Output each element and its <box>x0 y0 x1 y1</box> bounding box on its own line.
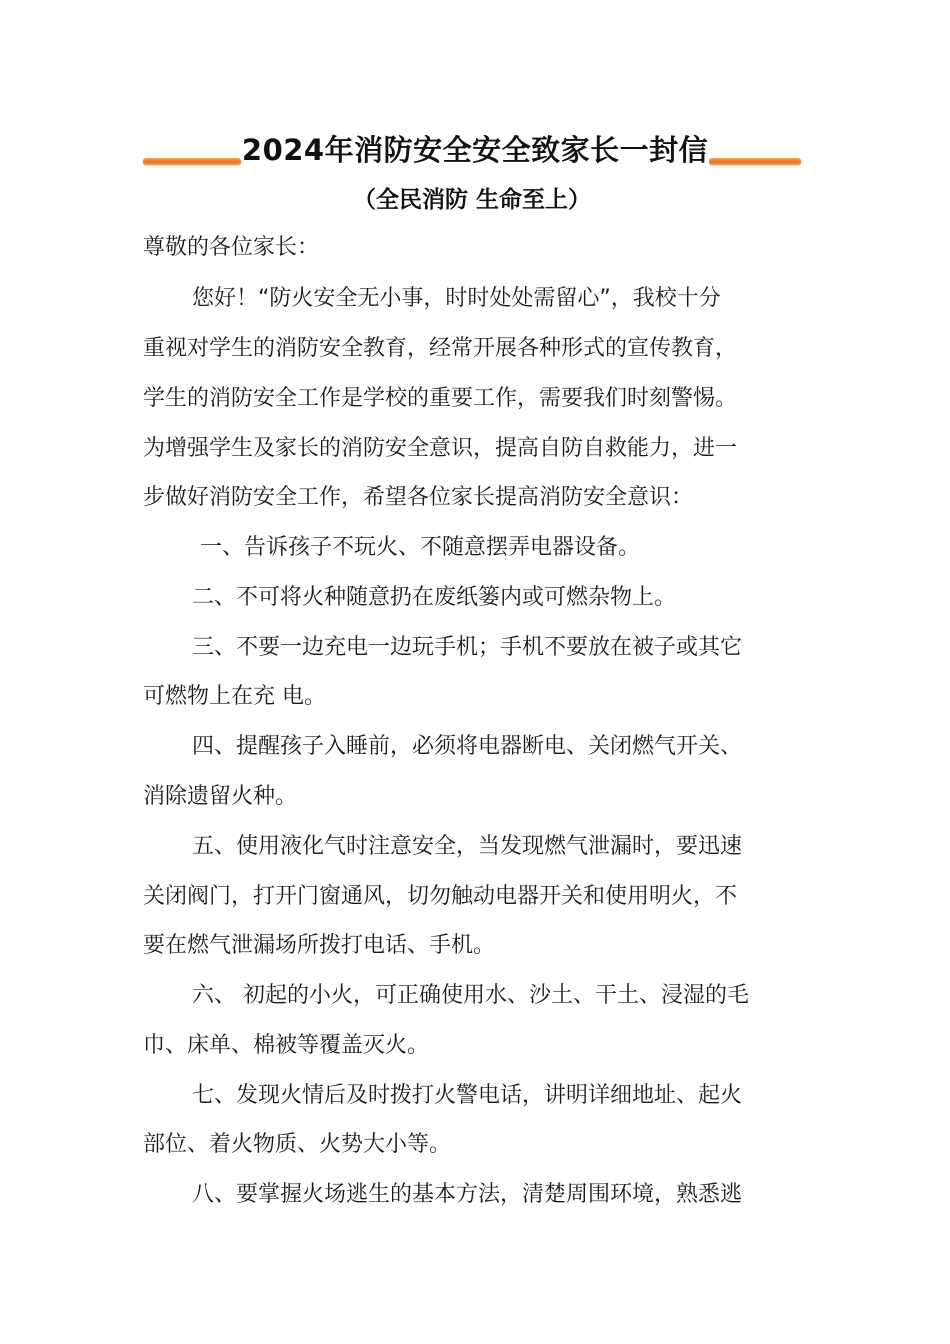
list-item-continuation: 巾、床单、棉被等覆盖灭火。 <box>143 1033 430 1058</box>
paragraph-line: 您好！“防火安全无小事，时时处处需留心”，我校十分 <box>192 286 721 311</box>
greeting: 尊敬的各位家长： <box>143 235 320 260</box>
list-item: 六、 初起的小火，可正确使用水、沙土、干土、浸湿的毛 <box>192 983 749 1008</box>
paragraph-line: 步做好消防安全工作，希望各位家长提高消防安全意识： <box>143 485 694 510</box>
paragraph-line: 学生的消防安全工作是学校的重要工作，需要我们时刻警惕。 <box>143 386 738 411</box>
list-item-continuation: 关闭阀门，打开门窗通风，切勿触动电器开关和使用明火，不 <box>143 884 738 909</box>
list-item-continuation: 消除遗留火种。 <box>143 784 298 809</box>
list-item: 二、不可将火种随意扔在废纸篓内或可燃杂物上。 <box>192 585 677 610</box>
paragraph-line: 重视对学生的消防安全教育，经常开展各种形式的宣传教育， <box>143 336 738 361</box>
page-subtitle: （全民消防 生命至上） <box>352 187 591 213</box>
title-decoration-left <box>143 158 241 165</box>
list-item: 一、告诉孩子不玩火、不随意摆弄电器设备。 <box>200 535 641 560</box>
list-item-continuation: 部位、着火物质、火势大小等。 <box>143 1132 452 1157</box>
list-item-continuation: 可燃物上在充 电。 <box>143 684 326 709</box>
title-decoration-right <box>709 158 801 165</box>
list-item: 四、提醒孩子入睡前，必须将电器断电、关闭燃气开关、 <box>192 734 743 759</box>
list-item: 八、要掌握火场逃生的基本方法，清楚周围环境，熟悉逃 <box>192 1182 743 1207</box>
list-item: 三、不要一边充电一边玩手机；手机不要放在被子或其它 <box>192 635 743 660</box>
page-title: 2024年消防安全安全致家长一封信 <box>241 133 709 167</box>
list-item-continuation: 要在燃气泄漏场所拨打电话、手机。 <box>143 933 496 958</box>
title-row <box>143 128 801 172</box>
list-item: 七、发现火情后及时拨打火警电话，讲明详细地址、起火 <box>192 1083 743 1108</box>
list-item: 五、使用液化气时注意安全，当发现燃气泄漏时，要迅速 <box>192 834 743 859</box>
paragraph-line: 为增强学生及家长的消防安全意识，提高自防自救能力，进一 <box>143 436 738 461</box>
